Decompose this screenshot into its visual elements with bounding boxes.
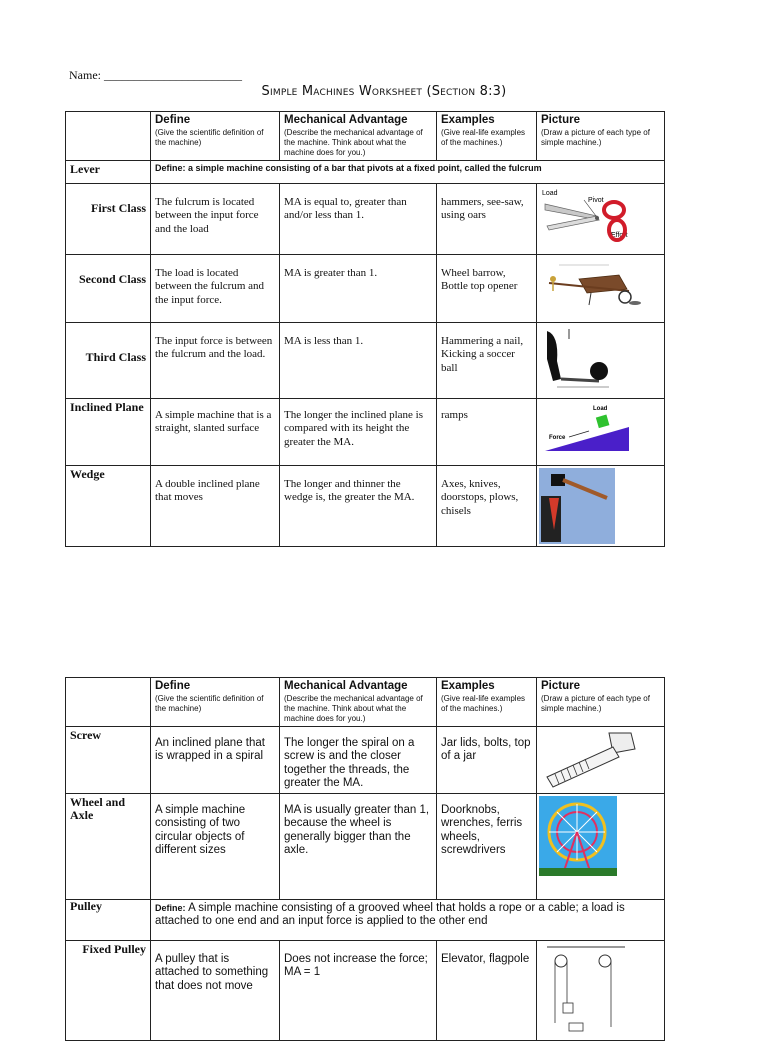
second-class-define: The load is located between the fulcrum and the input force. xyxy=(151,254,280,322)
worksheet-title: Simple Machines Worksheet (Section 8:3) xyxy=(261,84,507,99)
table-row xyxy=(66,899,665,940)
wheelbarrow-picture xyxy=(537,254,665,322)
wedge-examples: Axes, knives, doorstops, plows, chisels xyxy=(437,465,537,546)
fixed-pulley-define: A pulley that is attached to something that does not move xyxy=(151,940,280,1040)
row-label-second-class: Second Class xyxy=(66,254,151,322)
table-row xyxy=(66,398,665,465)
header-define: Define (Give the scientific definition of the machine) xyxy=(151,112,280,161)
pic-label-load: Load xyxy=(542,189,558,197)
inclined-plane-picture xyxy=(537,398,665,465)
corner-cell xyxy=(66,112,151,161)
second-class-examples: Wheel barrow, Bottle top opener xyxy=(437,254,537,322)
header-examples: Examples (Give real-life examples of the machines.) xyxy=(437,112,537,161)
pulley-definition xyxy=(151,899,665,940)
wedge-define: A double inclined plane that moves xyxy=(151,465,280,546)
table-row xyxy=(66,254,665,322)
pic-label-force: Force xyxy=(549,434,566,441)
pic-label-load: Load xyxy=(593,405,608,412)
table-1 xyxy=(65,111,665,547)
scissors-picture xyxy=(537,183,665,254)
inclined-plane-examples: ramps xyxy=(437,398,537,465)
pic-label-pivot: Pivot xyxy=(588,196,604,204)
wheel-axle-define: A simple machine consisting of two circular objects of different sizes xyxy=(151,793,280,899)
leg-kick-picture xyxy=(537,322,665,398)
second-class-ma: MA is greater than 1. xyxy=(280,254,437,322)
pic-label-effort: Effort xyxy=(611,231,628,239)
first-class-examples: hammers, see-saw, using oars xyxy=(437,183,537,254)
screw-ma: The longer the spiral on a screw is and the closer together the threads, the greater the MA. xyxy=(280,726,437,793)
wedge-picture xyxy=(537,465,665,546)
fixed-pulley-ma: Does not increase the force; MA = 1 xyxy=(280,940,437,1040)
inclined-plane-ma: The longer the inclined plane is compared with its height the greater the MA. xyxy=(280,398,437,465)
first-class-define: The fulcrum is located between the input force and the load xyxy=(151,183,280,254)
row-label-wheel-axle: Wheel and Axle xyxy=(66,793,151,899)
fixed-pulley-picture xyxy=(537,940,665,1040)
corner-cell xyxy=(66,678,151,727)
third-class-ma: MA is less than 1. xyxy=(280,322,437,398)
header-examples: Examples (Give real-life examples of the machines.) xyxy=(437,678,537,727)
header-ma: Mechanical Advantage (Describe the mechanical advantage of the machine. Think about what the machine does for you.) xyxy=(280,678,437,727)
inclined-plane-define: A simple machine that is a straight, slanted surface xyxy=(151,398,280,465)
fixed-pulley-examples: Elevator, flagpole xyxy=(437,940,537,1040)
header-ma: Mechanical Advantage (Describe the mechanical advantage of the machine. Think about what the machine does for you.) xyxy=(280,112,437,161)
wheel-axle-ma: MA is usually greater than 1, because the wheel is generally bigger than the axle. xyxy=(280,793,437,899)
header-picture: Picture (Draw a picture of each type of simple machine.) xyxy=(537,112,665,161)
table-row xyxy=(66,940,665,1040)
table-row xyxy=(66,160,665,183)
table-header-row xyxy=(66,112,665,161)
row-label-third-class: Third Class xyxy=(66,322,151,398)
row-label-inclined-plane: Inclined Plane xyxy=(66,398,151,465)
pulley-define-prefix: Define: xyxy=(155,902,186,913)
table-row xyxy=(66,322,665,398)
row-label-fixed-pulley: Fixed Pulley xyxy=(66,940,151,1040)
first-class-ma: MA is equal to, greater than and/or less than 1. xyxy=(280,183,437,254)
screw-picture xyxy=(537,726,665,793)
row-label-screw: Screw xyxy=(66,726,151,793)
table-row xyxy=(66,726,665,793)
third-class-examples: Hammering a nail, Kicking a soccer ball xyxy=(437,322,537,398)
row-label-wedge: Wedge xyxy=(66,465,151,546)
header-define: Define (Give the scientific definition of the machine) xyxy=(151,678,280,727)
wheel-axle-examples: Doorknobs, wrenches, ferris wheels, screwdrivers xyxy=(437,793,537,899)
third-class-define: The input force is between the fulcrum and the load. xyxy=(151,322,280,398)
table-row xyxy=(66,465,665,546)
table-row xyxy=(66,183,665,254)
table-header-row xyxy=(66,678,665,727)
row-label-pulley: Pulley xyxy=(66,899,151,940)
pulley-define-text: A simple machine consisting of a grooved wheel that holds a rope or a cable; a load is attached to one end and an input force is applied to the other end xyxy=(155,901,625,927)
wedge-ma: The longer and thinner the wedge is, the greater the MA. xyxy=(280,465,437,546)
name-field-label: Name: _______________________ xyxy=(69,68,242,82)
lever-definition: Define: a simple machine consisting of a bar that pivots at a fixed point, called the fulcrum xyxy=(151,160,665,183)
screw-examples: Jar lids, bolts, top of a jar xyxy=(437,726,537,793)
ferris-wheel-picture xyxy=(537,793,665,899)
screw-define: An inclined plane that is wrapped in a spiral xyxy=(151,726,280,793)
header-picture: Picture (Draw a picture of each type of simple machine.) xyxy=(537,678,665,727)
table-2 xyxy=(65,677,665,1041)
table-row xyxy=(66,793,665,899)
row-label-first-class: First Class xyxy=(66,183,151,254)
row-label-lever: Lever xyxy=(66,160,151,183)
